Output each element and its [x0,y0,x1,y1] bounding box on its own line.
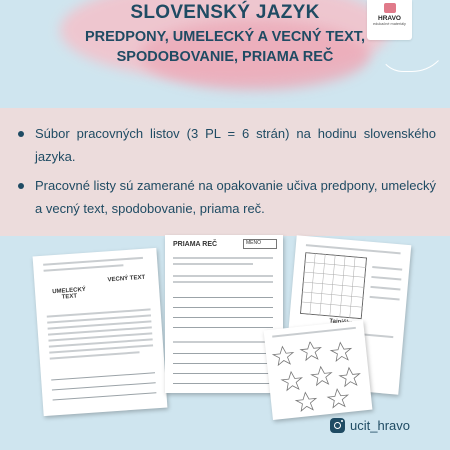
answer-line [173,297,273,298]
instagram-link[interactable] [330,415,410,435]
text-line [43,257,143,266]
instagram-handle: ucit_hravo [350,417,410,433]
text-line [272,327,356,338]
bullet-dot-icon [18,131,24,137]
page-subtitle: SPODOBOVANIE, PRIAMA REČ [116,49,334,65]
bullet-item [18,174,436,220]
star-shapes-icon [270,336,367,415]
answer-line [173,307,273,308]
answer-line [173,373,273,374]
answer-line [52,382,156,390]
answer-line [173,353,273,354]
text-line [173,263,253,265]
label-umelecky: UMELECKÝ TEXT [52,286,87,301]
answer-line [173,363,273,364]
text-line [370,286,400,291]
worksheet-preview-4 [264,320,373,420]
text-line [173,341,273,343]
brand-logo [367,0,412,40]
page-title: SLOVENSKÝ JAZYK [130,2,320,23]
answer-line [173,317,273,318]
bullet-dot-icon [18,183,24,189]
description-panel [0,108,450,236]
answer-line [173,327,273,328]
answer-line [51,372,155,380]
page-subtitle: PREDPONY, UMELECKÝ A VECNÝ TEXT, [84,29,366,45]
answer-line [173,383,273,384]
answer-line [53,392,157,400]
bullet-list [18,122,436,226]
bullet-text: Pracovné listy sú zamerané na opakovanie učiva predpony, umelecký a vecný text, spodobovanie, priama reč. [35,178,436,216]
text-line [173,281,273,283]
text-line [44,264,124,272]
worksheet-preview-1 [33,248,168,416]
logo-tagline: edukačné materiály [373,22,406,26]
instagram-icon [330,418,345,433]
text-line [173,275,273,277]
text-line [173,257,273,259]
logo-mark-icon [384,3,396,13]
worksheet-heading: PRIAMA REČ [173,241,218,248]
bullet-item [18,122,436,168]
label-vecny: VECNÝ TEXT [107,274,146,284]
name-box: MENO [243,239,277,249]
word-grid-icon [300,252,367,319]
text-line [371,276,401,281]
text-line [370,296,400,301]
logo-name: HRAVO [378,15,401,22]
bullet-text: Súbor pracovných listov (3 PL = 6 strán) na hodinu slovenského jazyka. [35,126,436,164]
worksheet-preview-2 [165,235,283,393]
text-line [372,266,402,271]
